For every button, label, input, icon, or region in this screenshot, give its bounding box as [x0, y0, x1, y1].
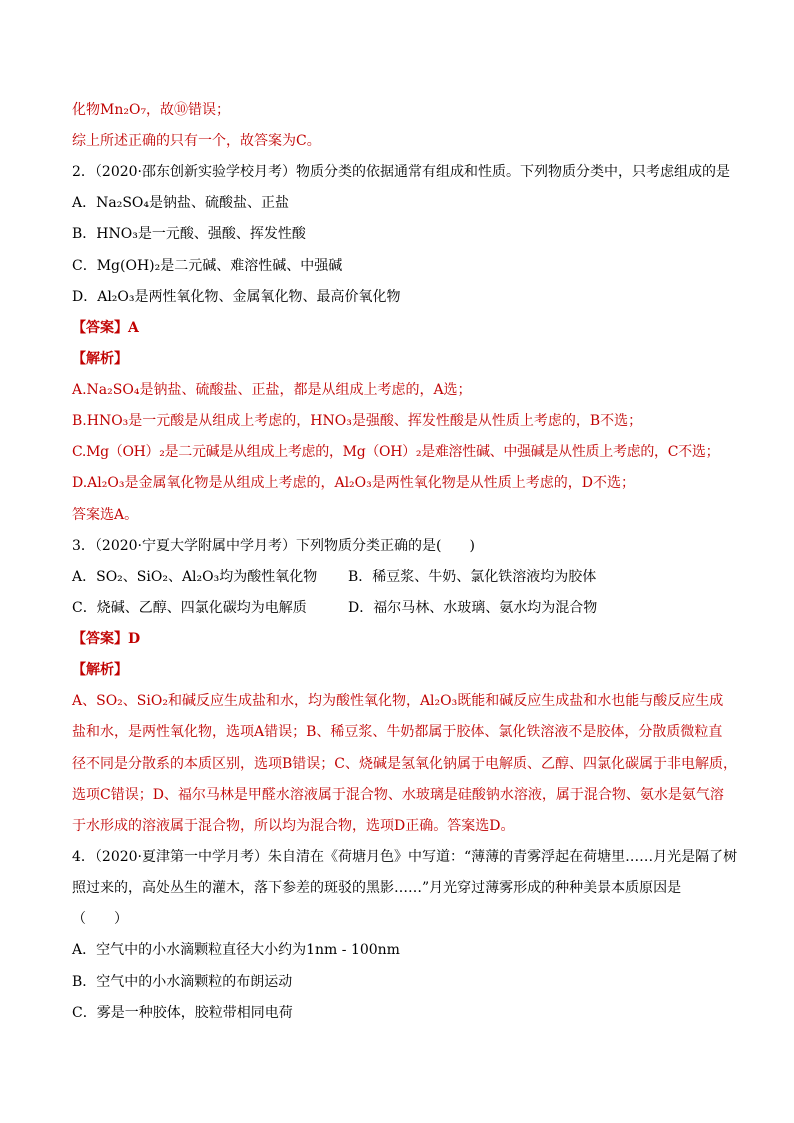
option-c: C．雾是一种胶体，胶粒带相同电荷 [72, 1005, 293, 1021]
question-2-stem: 2．（2020·邵东创新实验学校月考）物质分类的依据通常有组成和性质。下列物质分类中，只考虑组成的是 [72, 164, 730, 180]
answer-label: 【答案】A [72, 320, 139, 336]
option-b: B．稀豆浆、牛奶、氯化铁溶液均为胶体 [348, 569, 597, 585]
option-d: D．Al₂O₃是两性氧化物、金属氧化物、最高价氧化物 [72, 289, 401, 305]
analysis-line: 答案选A。 [72, 507, 139, 523]
options-row [72, 567, 597, 587]
question-4-stem: 4．（2020·夏津第一中学月考）朱自清在《荷塘月色》中写道：“薄薄的青雾浮起在荷塘里……月光是隔了树 [72, 849, 738, 865]
text-line: 综上所述正确的只有一个，故答案为C。 [72, 133, 321, 149]
answer-label: 【答案】D [72, 631, 141, 647]
analysis-line: B.HNO₃是一元酸是从组成上考虑的，HNO₃是强酸、挥发性酸是从性质上考虑的，B不选； [72, 413, 643, 429]
analysis-line: 选项C错误；D、福尔马林是甲醛水溶液属于混合物、水玻璃是硅酸钠水溶液，属于混合物、氨水是氨气溶 [72, 787, 724, 803]
answer-blank: （ ） [72, 911, 128, 927]
analysis-line: 于水形成的溶液属于混合物，所以均为混合物，选项D正确。答案选D。 [72, 818, 515, 834]
option-c: C．烧碱、乙醇、四氯化碳均为电解质 [72, 600, 307, 616]
analysis-line: A、SO₂、SiO₂和碱反应生成盐和水，均为酸性氧化物，Al₂O₃既能和碱反应生成盐和水也能与酸反应生成 [72, 693, 724, 709]
analysis-line: A.Na₂SO₄是钠盐、硫酸盐、正盐，都是从组成上考虑的，A选； [72, 382, 472, 398]
option-a: A．Na₂SO₄是钠盐、硫酸盐、正盐 [72, 195, 289, 211]
question-4-stem: 照过来的，高处丛生的灌木，落下参差的斑驳的黑影……”月光穿过薄雾形成的种种美景本质原因是 [72, 880, 682, 896]
option-b: B．空气中的小水滴颗粒的布朗运动 [72, 974, 293, 990]
option-d: D．福尔马林、水玻璃、氨水均为混合物 [348, 600, 598, 616]
option-c: C．Mg(OH)₂是二元碱、难溶性碱、中强碱 [72, 258, 343, 274]
analysis-line: C.Mg（OH）₂是二元碱是从组成上考虑的，Mg（OH）₂是难溶性碱、中强碱是从性质上考虑的，C不选； [72, 444, 720, 460]
analysis-line: 盐和水，是两性氧化物，选项A错误；B、稀豆浆、牛奶都属于胶体、氯化铁溶液不是胶体，分散质微粒直 [72, 724, 723, 740]
option-a: A．空气中的小水滴颗粒直径大小约为1nm - 100nm [72, 942, 400, 958]
question-3-stem: 3．（2020·宁夏大学附属中学月考）下列物质分类正确的是( ) [72, 538, 475, 554]
analysis-label: 【解析】 [72, 351, 128, 367]
analysis-line: 径不同是分散系的本质区别，选项B错误；C、烧碱是氢氧化钠属于电解质、乙醇、四氯化碳属于非电解质， [72, 756, 737, 772]
text-line: 化物Mn₂O₇，故⑩错误； [72, 102, 231, 118]
analysis-label: 【解析】 [72, 662, 128, 678]
option-b: B．HNO₃是一元酸、强酸、挥发性酸 [72, 226, 306, 242]
analysis-line: D.Al₂O₃是金属氧化物是从组成上考虑的，Al₂O₃是两性氧化物是从性质上考虑的，D不选； [72, 475, 635, 491]
option-a: A．SO₂、SiO₂、Al₂O₃均为酸性氧化物 [72, 569, 318, 585]
options-row [72, 598, 598, 618]
